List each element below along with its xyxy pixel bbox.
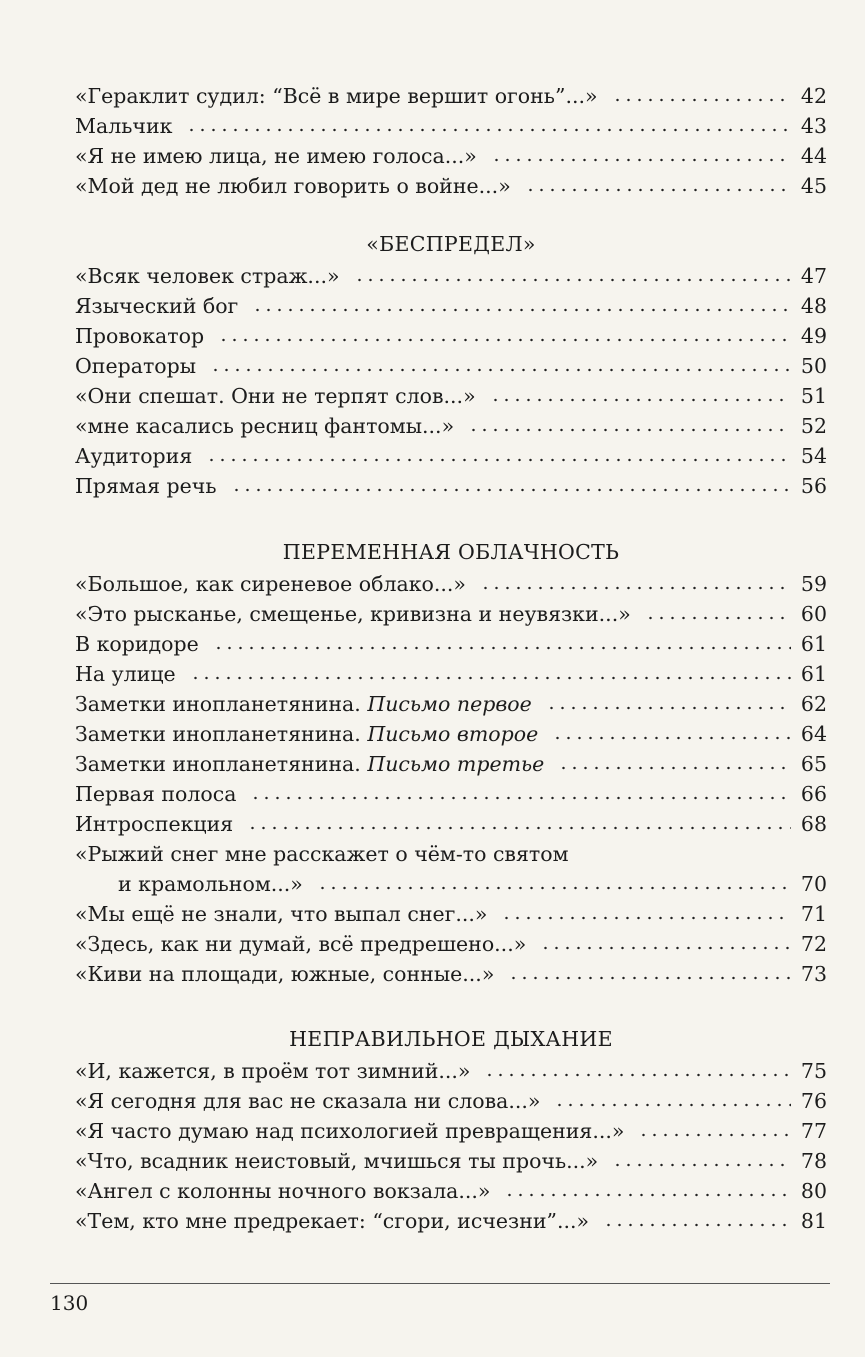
- toc-entry-title-main: Заметки инопланетянина.: [75, 692, 361, 716]
- toc-entry-page: 64: [800, 722, 827, 746]
- toc-entry-page: 81: [800, 1209, 827, 1233]
- toc-entry-title: [75, 354, 196, 378]
- toc-entry-page: 76: [800, 1089, 827, 1113]
- toc-entry-subtitle: Письмо третье: [367, 752, 545, 776]
- dot-leader: [491, 158, 791, 162]
- toc-entry-title: [75, 662, 176, 686]
- toc-entry-subtitle: Письмо первое: [367, 692, 532, 716]
- dot-leader: [603, 1223, 791, 1227]
- toc-entry[interactable]: [75, 78, 827, 108]
- toc-section-3: [75, 1053, 827, 1233]
- toc-entry-title-main: На улице: [75, 662, 176, 686]
- dot-leader: [612, 98, 791, 102]
- toc-entry-title-main: Операторы: [75, 354, 197, 378]
- toc-entry-title-main: «Гераклит судил: “Всё в мире вершит огонь”...»: [75, 84, 598, 108]
- dot-leader: [252, 308, 791, 312]
- toc-entry-page: 80: [800, 1179, 827, 1203]
- toc-entry-title-main: «Они спешат. Они не терпят слов...»: [75, 384, 476, 408]
- toc-entry-title-main: «Тем, кто мне предрекает: “сгори, исчезни”...»: [75, 1209, 590, 1233]
- toc-entry-page: 54: [800, 444, 827, 468]
- toc-entry-title-main: Интроспекция: [75, 812, 234, 836]
- toc-entry-page: 66: [800, 782, 827, 806]
- toc-entry-title-main: «Мы ещё не знали, что выпал снег...»: [75, 902, 488, 926]
- toc-entry[interactable]: [75, 138, 827, 168]
- toc-section-1: [75, 258, 827, 498]
- toc-entry-title-main: «Это рысканье, смещенье, кривизна и неувязки...»: [75, 602, 631, 626]
- toc-entry-title: [75, 602, 631, 626]
- toc-entry-title: [75, 84, 598, 108]
- toc-entry-page: 65: [800, 752, 827, 776]
- dot-leader: [612, 1163, 791, 1167]
- dot-leader: [218, 338, 791, 342]
- toc-entry-page: 43: [800, 114, 827, 138]
- toc-entry[interactable]: [75, 806, 827, 836]
- toc-section-2: [75, 566, 827, 986]
- toc-entry-title: [75, 414, 454, 438]
- section-heading-peremennaya-oblachnost: ПЕРЕМЕННАЯ ОБЛАЧНОСТЬ: [282, 540, 620, 564]
- dot-leader: [186, 128, 790, 132]
- footer-rule: [50, 1283, 830, 1284]
- toc-entry-page: 61: [800, 632, 827, 656]
- toc-entry[interactable]: [75, 596, 827, 626]
- toc-entry[interactable]: [75, 438, 827, 468]
- toc-entry-title: [75, 114, 172, 138]
- toc-entry[interactable]: [75, 956, 827, 986]
- toc-entry-first-line: [75, 836, 827, 866]
- toc-entry-page: 77: [800, 1119, 827, 1143]
- toc-entry[interactable]: [75, 1203, 827, 1233]
- toc-entry-title-main: «Мой дед не любил говорить о войне...»: [75, 174, 511, 198]
- toc-entry-title: [75, 174, 511, 198]
- toc-entry-title: [75, 294, 238, 318]
- toc-entry[interactable]: [75, 1083, 827, 1113]
- dot-leader: [480, 586, 791, 590]
- dot-leader: [501, 916, 790, 920]
- toc-entry-title: [75, 932, 526, 956]
- toc-entry[interactable]: [75, 1053, 827, 1083]
- toc-entry-title: [75, 962, 494, 986]
- toc-entry-title-main: Аудитория: [75, 444, 193, 468]
- dot-leader: [558, 766, 791, 770]
- toc-entry-title-main: Прямая речь: [75, 474, 217, 498]
- toc-entry-title-main: «Я не имею лица, не имею голоса...»: [75, 144, 477, 168]
- toc-entry-title-main: Заметки инопланетянина.: [75, 722, 361, 746]
- dot-leader: [484, 1073, 790, 1077]
- toc-entry[interactable]: [75, 1113, 827, 1143]
- dot-leader: [638, 1133, 790, 1137]
- toc-entry-title: [75, 144, 477, 168]
- toc-entry[interactable]: [75, 866, 827, 896]
- dot-leader: [206, 458, 791, 462]
- toc-entry[interactable]: [75, 1143, 827, 1173]
- toc-section-0: [75, 78, 827, 198]
- toc-entry-page: 59: [800, 572, 827, 596]
- toc-entry-title: [75, 1089, 540, 1113]
- dot-leader: [250, 796, 790, 800]
- toc-entry-title: [75, 1179, 490, 1203]
- toc-entry[interactable]: [75, 168, 827, 198]
- toc-entry-page: 75: [800, 1059, 827, 1083]
- toc-entry-page: 61: [800, 662, 827, 686]
- toc-entry-title: [75, 722, 538, 746]
- dot-leader: [213, 646, 791, 650]
- toc-entry[interactable]: [75, 288, 827, 318]
- toc-entry-title-main: «Ангел с колонны ночного вокзала...»: [75, 1179, 491, 1203]
- dot-leader: [468, 428, 791, 432]
- toc-entry-page: 73: [800, 962, 827, 986]
- dot-leader: [554, 1103, 790, 1107]
- toc-entry-title: [75, 264, 340, 288]
- toc-entry-title: [75, 384, 476, 408]
- toc-entry-title: [75, 1209, 589, 1233]
- toc-entry-page: 51: [800, 384, 827, 408]
- toc-entry[interactable]: [75, 686, 827, 716]
- toc-entry-page: 71: [800, 902, 827, 926]
- dot-leader: [317, 886, 791, 890]
- toc-entry-title: [75, 324, 204, 348]
- dot-leader: [247, 826, 791, 830]
- dot-leader: [525, 188, 791, 192]
- toc-entry-title: [75, 692, 532, 716]
- dot-leader: [546, 706, 791, 710]
- toc-entry-title: [75, 902, 487, 926]
- dot-leader: [540, 946, 791, 950]
- toc-entry-title-main: Заметки инопланетянина.: [75, 752, 361, 776]
- toc-entry-title-main: «Киви на площади, южные, сонные...»: [75, 962, 495, 986]
- section-heading-bespredel: «БЕСПРЕДЕЛ»: [366, 232, 536, 256]
- toc-entry-title-main: Мальчик: [75, 114, 173, 138]
- toc-entry-title: [75, 572, 466, 596]
- toc-entry[interactable]: [75, 108, 827, 138]
- toc-entry-title-main: «Я часто думаю над психологией превращения...»: [75, 1119, 625, 1143]
- toc-entry[interactable]: [75, 468, 827, 498]
- section-heading-nepravilnoe-dykhanie: НЕПРАВИЛЬНОЕ ДЫХАНИЕ: [289, 1027, 613, 1051]
- toc-entry[interactable]: [75, 626, 827, 656]
- toc-entry-title-main: Провокатор: [75, 324, 205, 348]
- toc-entry[interactable]: [75, 1173, 827, 1203]
- toc-entry-title-main: «Я сегодня для вас не сказала ни слова...»: [75, 1089, 541, 1113]
- toc-entry-title-continuation: и крамольном...»: [118, 872, 303, 896]
- dot-leader: [552, 736, 791, 740]
- toc-entry-title: [75, 752, 544, 776]
- toc-entry[interactable]: [75, 566, 827, 596]
- dot-leader: [190, 676, 791, 680]
- toc-entry[interactable]: [75, 318, 827, 348]
- toc-entry-title: [75, 1119, 624, 1143]
- toc-entry-page: 48: [800, 294, 827, 318]
- toc-entry-title-main: «Здесь, как ни думай, всё предрешено...»: [75, 932, 527, 956]
- page-number: 130: [50, 1291, 89, 1315]
- toc-entry[interactable]: [75, 896, 827, 926]
- toc-entry-title-main: Первая полоса: [75, 782, 237, 806]
- toc-entry[interactable]: [75, 746, 827, 776]
- toc-entry[interactable]: [75, 656, 827, 686]
- dot-leader: [231, 488, 791, 492]
- toc-entry-page: 70: [800, 872, 827, 896]
- toc-entry-title-main: «Что, всадник неистовый, мчишься ты прочь...»: [75, 1149, 599, 1173]
- toc-entry-title-main: «И, кажется, в проём тот зимний...»: [75, 1059, 471, 1083]
- toc-entry-title-main: «мне касались ресниц фантомы...»: [75, 414, 455, 438]
- toc-entry-subtitle: Письмо второе: [367, 722, 539, 746]
- toc-entry-title: [75, 1059, 470, 1083]
- toc-entry[interactable]: [75, 926, 827, 956]
- toc-entry-page: 52: [800, 414, 827, 438]
- toc-entry-title-main: «Большое, как сиреневое облако...»: [75, 572, 466, 596]
- toc-entry-title-main: Языческий бог: [75, 294, 239, 318]
- toc-entry-title: [75, 812, 233, 836]
- dot-leader: [354, 278, 791, 282]
- toc-entry[interactable]: [75, 258, 827, 288]
- toc-entry-title: [75, 1149, 598, 1173]
- toc-entry-page: 78: [800, 1149, 827, 1173]
- dot-leader: [504, 1193, 790, 1197]
- toc-entry[interactable]: [75, 378, 827, 408]
- toc-entry-title: [75, 632, 199, 656]
- toc-entry-page: 60: [800, 602, 827, 626]
- toc-entry-page: 47: [800, 264, 827, 288]
- toc-entry-page: 42: [800, 84, 827, 108]
- toc-entry-title-main: В коридоре: [75, 632, 199, 656]
- toc-entry-page: 62: [800, 692, 827, 716]
- dot-leader: [645, 616, 791, 620]
- dot-leader: [490, 398, 791, 402]
- toc-entry-title: [75, 444, 192, 468]
- toc-entry-title: [75, 782, 236, 806]
- toc-entry-page: 50: [800, 354, 827, 378]
- toc-entry-title: «Рыжий снег мне расскажет о чём-то святом: [75, 842, 569, 866]
- toc-entry[interactable]: [75, 348, 827, 378]
- toc-entry-page: 56: [800, 474, 827, 498]
- toc-entry[interactable]: [75, 716, 827, 746]
- toc-entry-page: 45: [800, 174, 827, 198]
- dot-leader: [210, 368, 791, 372]
- toc-entry-page: 44: [800, 144, 827, 168]
- dot-leader: [508, 976, 791, 980]
- toc-entry-page: 68: [800, 812, 827, 836]
- toc-entry-page: 49: [800, 324, 827, 348]
- toc-entry[interactable]: [75, 776, 827, 806]
- toc-entry[interactable]: [75, 408, 827, 438]
- toc-entry-title-main: «Всяк человек страж...»: [75, 264, 340, 288]
- toc-entry-page: 72: [800, 932, 827, 956]
- toc-entry-title: [75, 474, 217, 498]
